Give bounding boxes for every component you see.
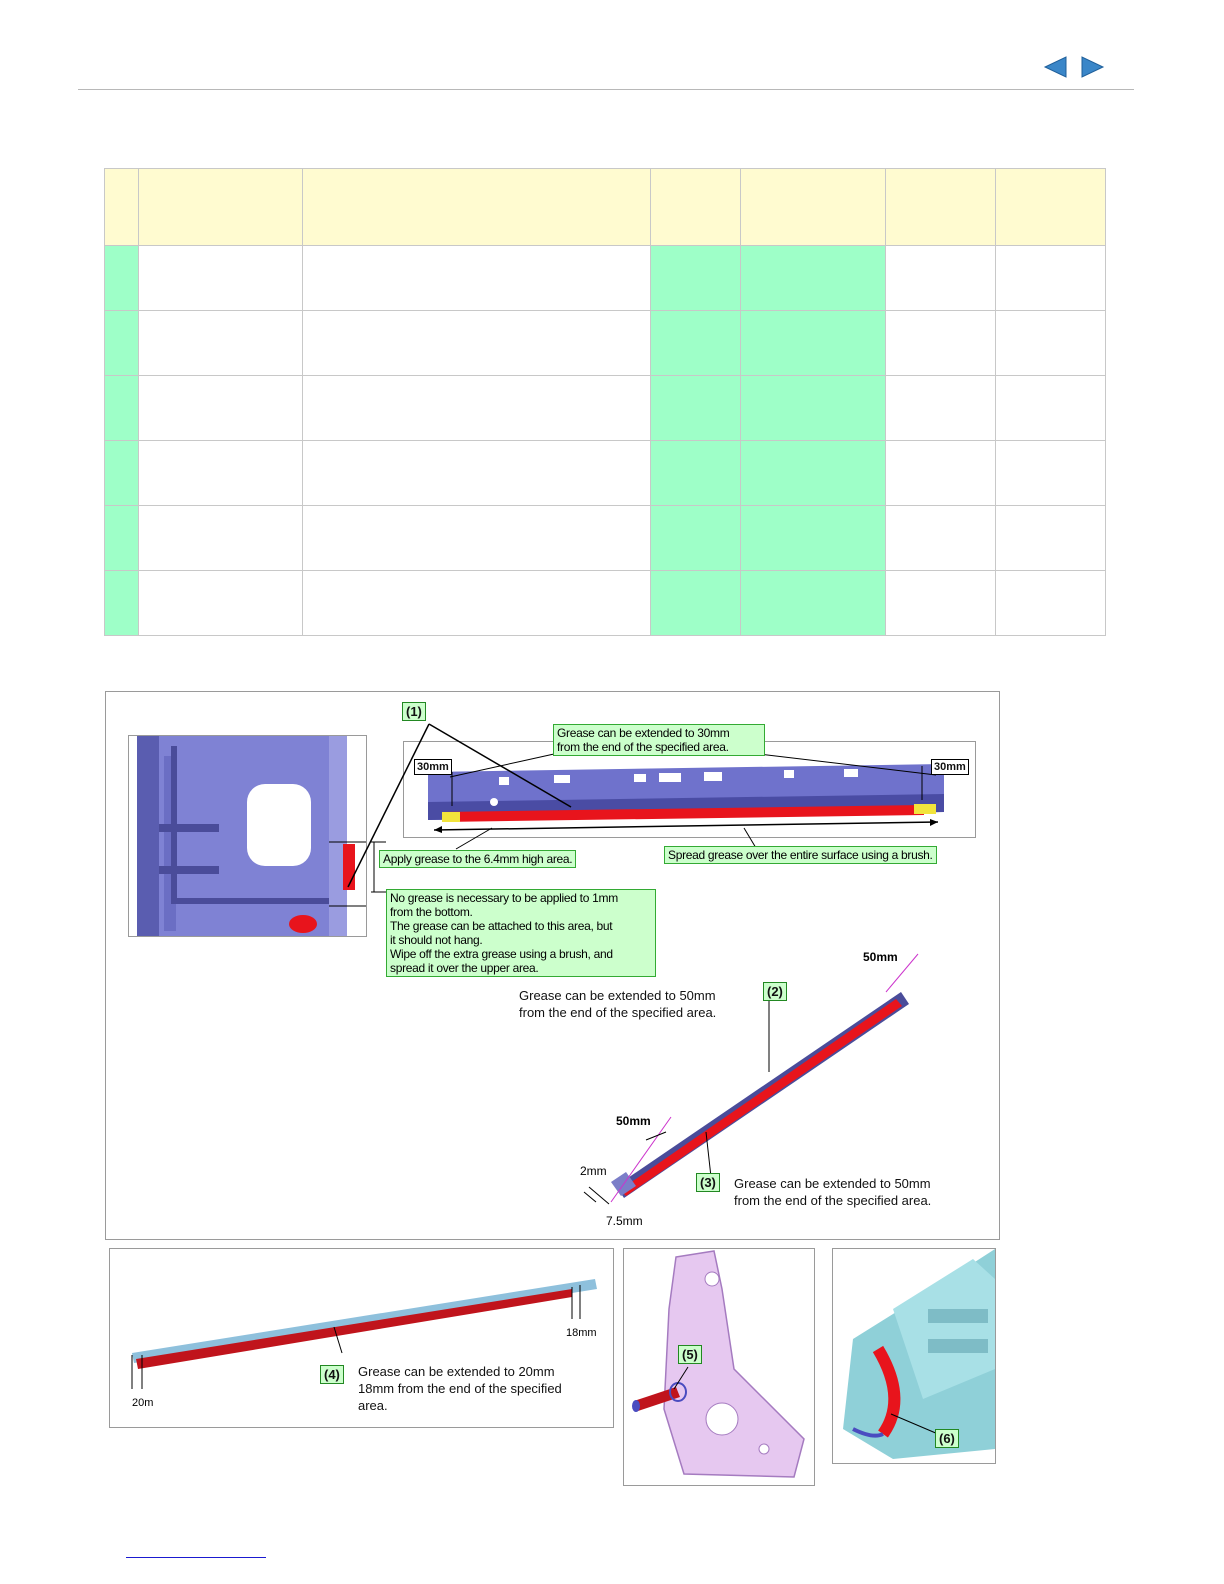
- dimension-label: 20m: [132, 1397, 154, 1409]
- table-cell: [996, 311, 1106, 376]
- dimension-label: 30mm: [931, 759, 969, 775]
- lubrication-table: [104, 168, 1106, 636]
- grease-diagram-panel: [105, 691, 1000, 1240]
- previous-page-button[interactable]: [1042, 55, 1068, 79]
- table-cell: [303, 571, 651, 636]
- callout-apply-grease: Apply grease to the 6.4mm high area.: [379, 850, 576, 868]
- header-cell: [651, 169, 741, 246]
- table-cell: [996, 246, 1106, 311]
- table-cell: [886, 571, 996, 636]
- header-cell: [886, 169, 996, 246]
- table-cell: [886, 311, 996, 376]
- table-cell: [996, 571, 1106, 636]
- table-cell: [105, 376, 139, 441]
- header-cell: [105, 169, 139, 246]
- header-cell: [996, 169, 1106, 246]
- table-cell: [303, 506, 651, 571]
- bar-figure: [109, 1248, 614, 1428]
- dimension-label: 2mm: [580, 1164, 607, 1178]
- callout-line: from the bottom.: [390, 905, 473, 919]
- dimension-label: 30mm: [414, 759, 452, 775]
- table-header-row: [105, 169, 1106, 246]
- callout-line: Wipe off the extra grease using a brush, and: [390, 947, 613, 961]
- callout-line: Grease can be extended to 30mm: [557, 726, 730, 740]
- table-cell: [651, 441, 741, 506]
- table-cell: [886, 376, 996, 441]
- table-cell: [651, 376, 741, 441]
- callout-number: (2): [763, 982, 787, 1001]
- note-extend-20mm: [358, 1363, 562, 1414]
- callout-line: The grease can be attached to this area, but: [390, 919, 613, 933]
- table-cell: [651, 506, 741, 571]
- table-cell: [741, 311, 886, 376]
- table-cell: [651, 246, 741, 311]
- note-extend-50mm-3: [734, 1175, 931, 1209]
- table-cell: [139, 311, 303, 376]
- next-page-button[interactable]: [1080, 55, 1106, 79]
- note-line: area.: [358, 1398, 388, 1413]
- table-cell: [651, 571, 741, 636]
- dimension-label: 18mm: [566, 1327, 597, 1339]
- callout-line: from the end of the specified area.: [557, 740, 729, 754]
- header-divider: [78, 89, 1134, 90]
- table-cell: [139, 506, 303, 571]
- note-line: from the end of the specified area.: [734, 1193, 932, 1208]
- table-cell: [105, 506, 139, 571]
- table-cell: [886, 506, 996, 571]
- callout-line: spread it over the upper area.: [390, 961, 539, 975]
- callout-extend-30mm: [553, 724, 765, 756]
- callout-no-grease: [386, 889, 656, 977]
- callout-number: (5): [678, 1345, 702, 1364]
- table-cell: [886, 441, 996, 506]
- table-row: [105, 311, 1106, 376]
- table-cell: [741, 571, 886, 636]
- table-row: [105, 376, 1106, 441]
- dimension-label: 50mm: [616, 1114, 651, 1128]
- table-row: [105, 506, 1106, 571]
- holder-figure: [832, 1248, 996, 1464]
- table-cell: [105, 441, 139, 506]
- table-row: [105, 441, 1106, 506]
- table-cell: [741, 506, 886, 571]
- callout-spread-grease: Spread grease over the entire surface using a brush.: [664, 846, 937, 864]
- header-cell: [139, 169, 303, 246]
- note-line: 18mm from the end of the specified: [358, 1381, 562, 1396]
- dimension-label: 7.5mm: [606, 1214, 643, 1228]
- callout-number: (6): [935, 1429, 959, 1448]
- table-cell: [105, 571, 139, 636]
- table-cell: [139, 376, 303, 441]
- table-cell: [996, 441, 1106, 506]
- holder-drawing: [833, 1249, 995, 1463]
- triangle-right-icon: [1080, 55, 1106, 79]
- table-cell: [303, 246, 651, 311]
- callout-number: (1): [402, 702, 426, 721]
- table-cell: [303, 376, 651, 441]
- note-extend-50mm-2: [519, 987, 716, 1021]
- table-cell: [139, 571, 303, 636]
- callout-line: it should not hang.: [390, 933, 483, 947]
- header-cell: [741, 169, 886, 246]
- table-cell: [651, 311, 741, 376]
- note-line: Grease can be extended to 50mm: [734, 1176, 931, 1191]
- table-cell: [139, 246, 303, 311]
- table-cell: [303, 311, 651, 376]
- table-cell: [105, 311, 139, 376]
- table-row: [105, 246, 1106, 311]
- table-cell: [886, 246, 996, 311]
- note-line: Grease can be extended to 50mm: [519, 988, 716, 1003]
- callout-number: (4): [320, 1365, 344, 1384]
- footer-rule: [126, 1557, 266, 1558]
- table-cell: [741, 441, 886, 506]
- plate-drawing: [624, 1249, 814, 1485]
- table-cell: [303, 441, 651, 506]
- note-line: from the end of the specified area.: [519, 1005, 717, 1020]
- table-cell: [741, 376, 886, 441]
- table-cell: [139, 441, 303, 506]
- note-line: Grease can be extended to 20mm: [358, 1364, 555, 1379]
- callout-line: No grease is necessary to be applied to 1mm: [390, 891, 618, 905]
- table-row: [105, 571, 1106, 636]
- table-cell: [105, 246, 139, 311]
- table-cell: [741, 246, 886, 311]
- plate-figure: [623, 1248, 815, 1486]
- dimension-label: 50mm: [863, 950, 898, 964]
- header-cell: [303, 169, 651, 246]
- triangle-left-icon: [1042, 55, 1068, 79]
- table-cell: [996, 376, 1106, 441]
- callout-number: (3): [696, 1173, 720, 1192]
- table-cell: [996, 506, 1106, 571]
